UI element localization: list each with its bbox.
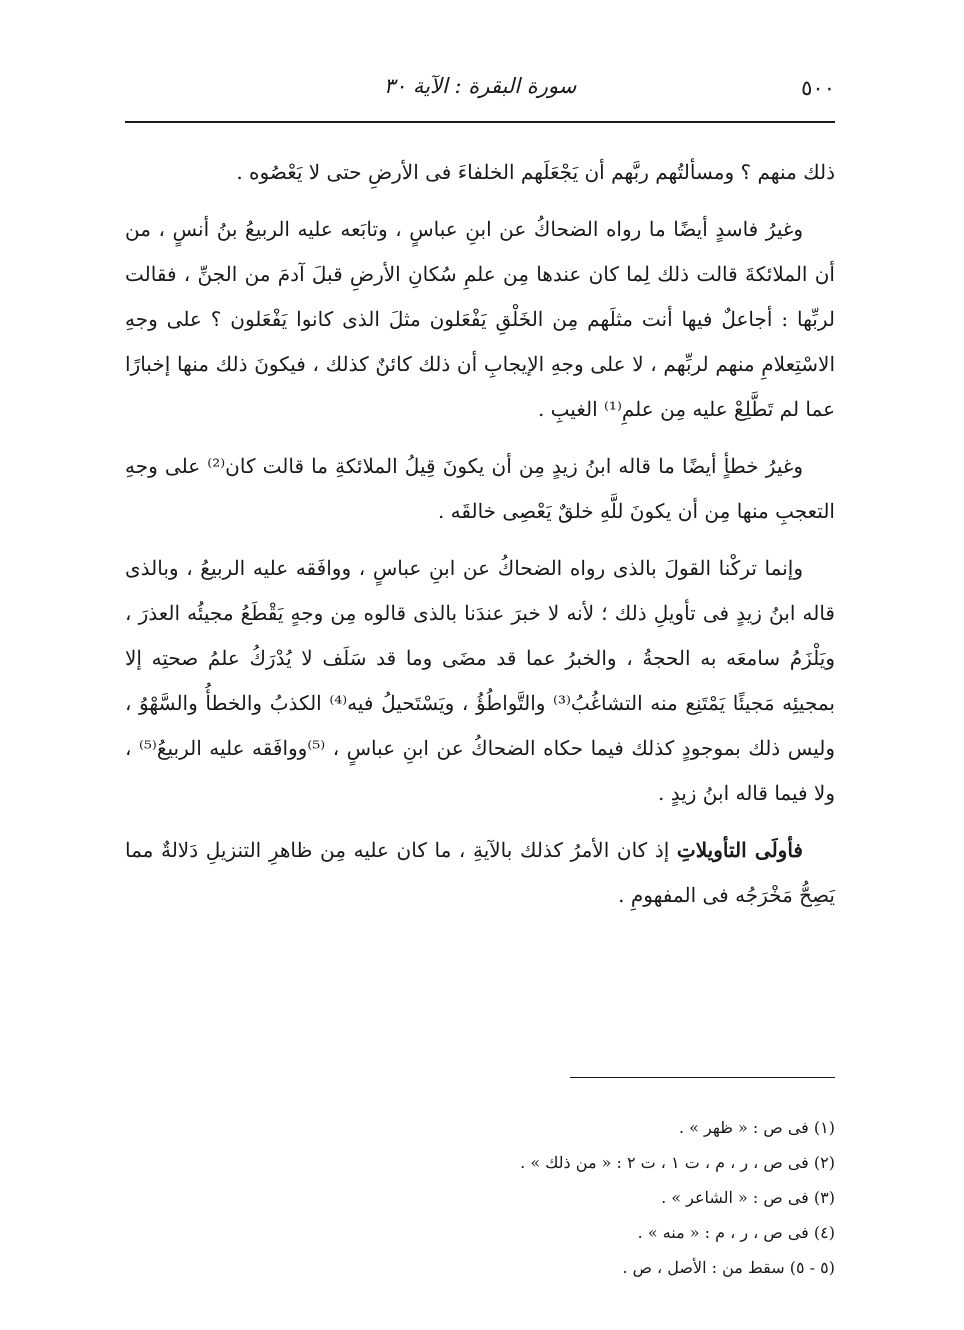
paragraph-3: وغيرُ خطأٍ أيضًا ما قاله ابنُ زيدٍ مِن أن يكونَ قِيلُ الملائكةِ ما قالت كان⁽²⁾ على وجهِ التعجبِ منها مِن أن يكونَ للَّهِ خلقٌ يَعْصِى خالقَه . (125, 454, 835, 523)
footnote-5: (٥ - ٥) سقط من : الأصل ، ص . (622, 1258, 835, 1277)
footnote-3: (٣) فى ص : « الشاعر » . (661, 1188, 835, 1207)
footnote-1: (١) فى ص : « ظهر » . (678, 1118, 835, 1137)
footnotes (125, 1110, 835, 1285)
main-text (125, 150, 835, 930)
footnote-4: (٤) فى ص ، ر ، م : « منه » . (637, 1223, 835, 1242)
paragraph-2: وغيرُ فاسدٍ أيضًا ما رواه الضحاكُ عن ابنِ عباسٍ ، وتابَعه عليه الربيعُ بنُ أنسٍ ، من أن الملائكةَ قالت ذلك لِما كان عندها مِن علمِ سُكانِ الأرضِ قبلَ آدمَ من الجنِّ ، فقالت لربِّها : أجاعلٌ فيها أنت مثلَهم مِن الخَلْقِ يَفْعَلون مثلَ الذى كانوا يَفْعَلون ؟ على وجهِ الاسْتِعلامِ منهم لربِّهم ، لا على وجهِ الإيجابِ أن ذلك كائنٌ كذلك ، فيكونَ ذلك منها إخبارًا عما لم تَطَّلِعْ عليه مِن علمِ⁽¹⁾ الغيبِ . (125, 217, 835, 421)
paragraph-5-text: إذ كان الأمرُ كذلك بالآيةِ ، ما كان عليه مِن ظاهرِ التنزيلِ دَلالةٌ مما يَصِحُّ مَخْرَجُه فى المفهومِ . (125, 838, 835, 907)
page-number: ٥٠٠ (801, 76, 835, 100)
paragraph-4: وإنما تركْنا القولَ بالذى رواه الضحاكُ عن ابنِ عباسٍ ، ووافَقه عليه الربيعُ ، وبالذى قاله ابنُ زيدٍ فى تأويلِ ذلك ؛ لأنه لا خبرَ عندَنا بالذى قالوه مِن وجهٍ يَقْطَعُ مجيئُه العذرَ ، ويَلْزَمُ سامعَه به الحجةُ ، والخبرُ عما قد مضَى وما قد سَلَف لا يُدْرَكُ علمُ صحتِه إلا بمجيئِه مَجيئًا يَمْتَنِع منه التشاغُبُ⁽³⁾ والتَّواطُؤُ ، ويَسْتَحيلُ فيه⁽⁴⁾ الكذبُ والخطأُ والسَّهْوُ ، وليس ذلك بموجودٍ كذلك فيما حكاه الضحاكُ عن ابنِ عباسٍ ، ⁽⁵⁾ووافَقه عليه الربيعُ⁽⁵⁾ ، ولا فيما قاله ابنُ زيدٍ . (125, 556, 835, 805)
footnote-2: (٢) فى ص ، ر ، م ، ت ١ ، ت ٢ : « من ذلك » . (520, 1153, 835, 1172)
paragraph-1: ذلك منهم ؟ ومسألتُهم ربَّهم أن يَجْعَلَهم الخلفاءَ فى الأرضِ حتى لا يَعْصُوه . (236, 160, 835, 184)
header-rule (125, 121, 835, 123)
page-header (125, 70, 835, 110)
footnote-rule (570, 1077, 835, 1078)
paragraph-5-bold-lead: فأولَى التأويلاتِ (676, 838, 803, 862)
running-title: سورة البقرة : الآية ٣٠ (383, 74, 577, 98)
paragraph-5 (125, 828, 835, 918)
